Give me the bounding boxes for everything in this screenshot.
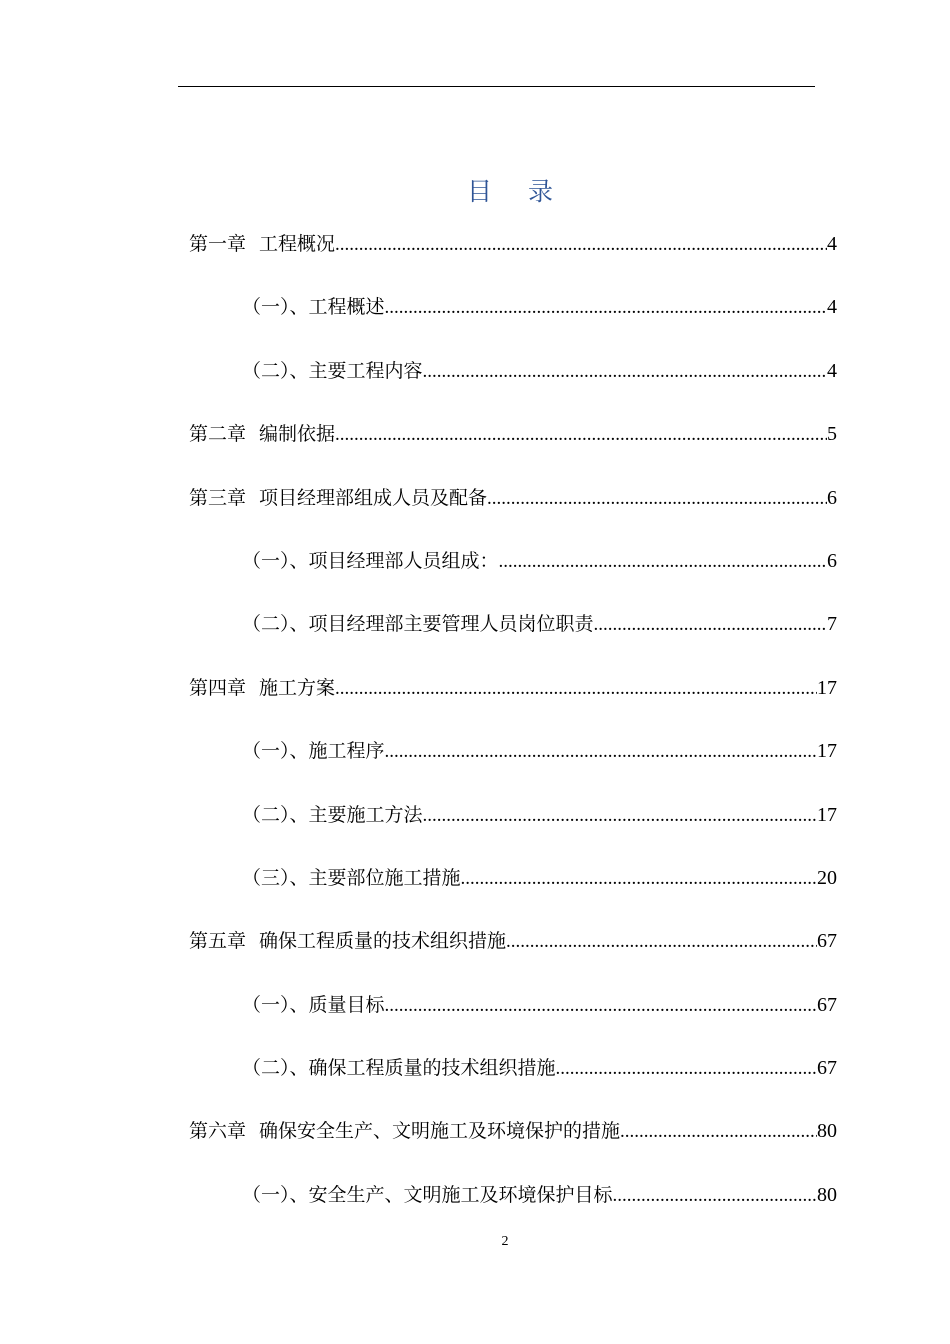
toc-entry-label	[242, 542, 499, 580]
toc-dot-leader	[499, 543, 827, 581]
toc-entry-title: 项目经理部组成人员及配备	[259, 486, 488, 509]
toc-page-number: 6	[827, 549, 837, 572]
toc-entry-title: （一）、施工程序	[242, 740, 385, 763]
toc-dot-leader	[594, 606, 827, 644]
toc-dot-leader	[385, 987, 817, 1025]
toc-chapter-entry[interactable]	[189, 225, 837, 288]
toc-dot-leader	[423, 797, 817, 835]
toc-entry-label	[242, 1176, 613, 1214]
toc-dot-leader	[613, 1177, 817, 1215]
toc-chapter-entry[interactable]	[189, 922, 837, 985]
toc-page-number: 7	[827, 613, 837, 636]
toc-entry-title: （一）、安全生产、文明施工及环境保护目标	[242, 1183, 613, 1206]
toc-entry-label	[189, 479, 487, 517]
toc-entry-title: （一）、质量目标	[242, 993, 385, 1016]
header-rule	[178, 86, 815, 87]
toc-chapter-entry[interactable]	[189, 415, 837, 478]
toc-entry-title: 编制依据	[259, 423, 336, 446]
toc-section-entry[interactable]	[189, 605, 837, 668]
toc-chapter-entry[interactable]	[189, 669, 837, 732]
toc-entry-title: 确保工程质量的技术组织措施	[259, 930, 507, 953]
toc-entry-title: （二）、项目经理部主要管理人员岗位职责	[242, 613, 594, 636]
toc-entry-label	[242, 1049, 556, 1087]
toc-entry-title: 工程概况	[259, 233, 336, 255]
toc-entry-title: （一）、工程概述	[242, 296, 385, 319]
toc-entry-label	[242, 796, 423, 834]
toc-chapter-number: 第三章	[189, 486, 247, 509]
toc-dot-leader	[335, 416, 827, 454]
toc-page-number: 80	[817, 1183, 837, 1206]
toc-entry-label	[242, 288, 385, 326]
toc-entry-title: 施工方案	[259, 676, 336, 699]
toc-entry-label	[242, 605, 594, 643]
toc-dot-leader	[423, 353, 827, 391]
toc-page-number: 6	[827, 486, 837, 509]
toc-chapter-number: 第六章	[189, 1120, 247, 1143]
toc-section-entry[interactable]	[189, 352, 837, 415]
toc-chapter-number: 第一章	[189, 233, 247, 255]
toc-page-number: 17	[817, 676, 837, 699]
toc-section-entry[interactable]	[189, 986, 837, 1049]
toc-page-number: 67	[817, 993, 837, 1016]
toc-entry-title: 确保安全生产、文明施工及环境保护的措施	[259, 1120, 621, 1143]
toc-page-number: 4	[827, 296, 837, 319]
toc-entry-label	[189, 922, 506, 960]
toc-page-number: 20	[817, 866, 837, 889]
toc-page-number: 67	[817, 930, 837, 953]
toc-section-entry[interactable]	[189, 796, 837, 859]
toc-section-entry[interactable]	[189, 1176, 837, 1239]
toc-entry-title: （一）、项目经理部人员组成：	[242, 549, 499, 572]
toc-section-entry[interactable]	[189, 288, 837, 351]
toc-dot-leader	[556, 1050, 817, 1088]
toc-entry-title: （二）、主要工程内容	[242, 359, 423, 382]
toc-page-number: 67	[817, 1057, 837, 1080]
page-number: 2	[501, 1234, 509, 1249]
toc-section-entry[interactable]	[189, 732, 837, 795]
toc-entry-title: （二）、主要施工方法	[242, 803, 423, 826]
toc-entry-label	[189, 1112, 620, 1150]
toc-list	[189, 225, 837, 1239]
toc-dot-leader	[461, 860, 817, 898]
toc-dot-leader	[506, 923, 817, 961]
toc-chapter-number: 第四章	[189, 676, 247, 699]
toc-entry-label	[242, 859, 461, 897]
toc-page-number: 4	[827, 359, 837, 382]
toc-page-number: 17	[817, 740, 837, 763]
toc-page-number: 4	[827, 233, 837, 255]
toc-page-number: 5	[827, 423, 837, 446]
toc-dot-leader	[487, 480, 827, 518]
toc-entry-title: （三）、主要部位施工措施	[242, 866, 461, 889]
toc-chapter-number: 第二章	[189, 423, 247, 446]
toc-chapter-number: 第五章	[189, 930, 247, 953]
toc-entry-label	[242, 732, 385, 770]
toc-entry-label	[189, 225, 335, 263]
toc-chapter-entry[interactable]	[189, 1112, 837, 1175]
toc-entry-label	[242, 352, 423, 390]
toc-section-entry[interactable]	[189, 542, 837, 605]
toc-section-entry[interactable]	[189, 859, 837, 922]
toc-chapter-entry[interactable]	[189, 479, 837, 542]
toc-entry-label	[189, 669, 335, 707]
toc-dot-leader	[385, 733, 817, 771]
toc-entry-title: （二）、确保工程质量的技术组织措施	[242, 1057, 556, 1080]
toc-dot-leader	[335, 670, 817, 708]
toc-page-number: 17	[817, 803, 837, 826]
toc-entry-label	[242, 986, 385, 1024]
toc-dot-leader	[620, 1113, 817, 1151]
toc-entry-label	[189, 415, 335, 453]
toc-section-entry[interactable]	[189, 1049, 837, 1112]
toc-page-number: 80	[817, 1120, 837, 1143]
toc-dot-leader	[335, 226, 827, 264]
toc-title: 目 录	[467, 177, 567, 206]
toc-dot-leader	[385, 289, 827, 327]
